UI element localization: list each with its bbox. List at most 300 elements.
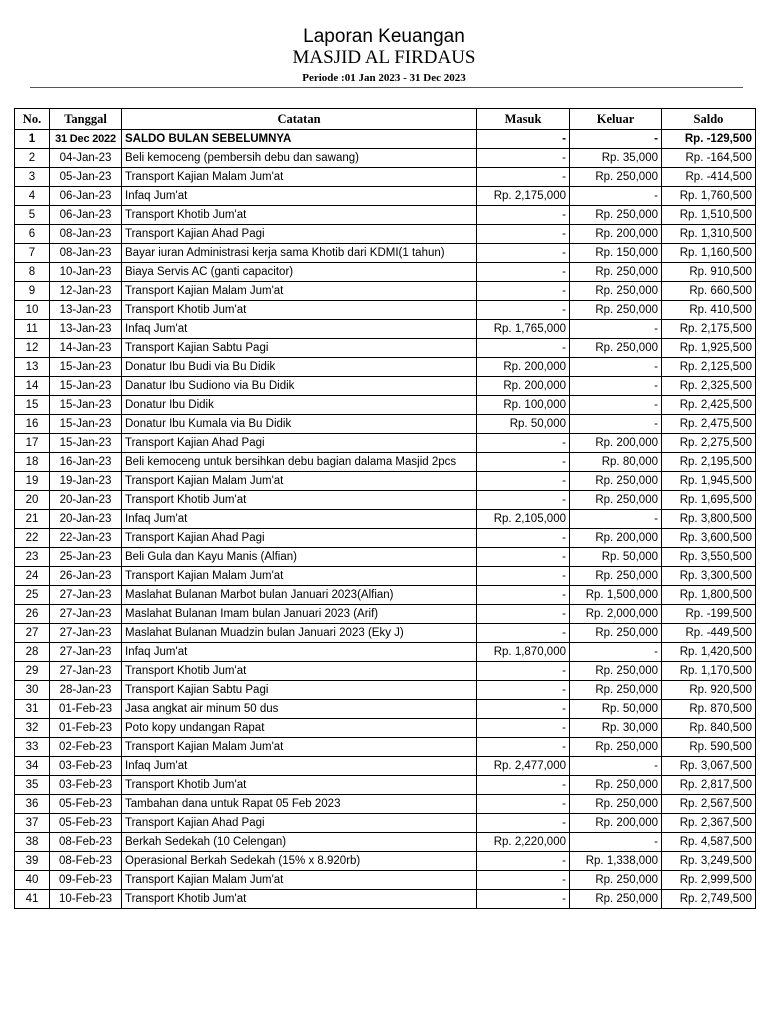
table-row — [15, 548, 756, 567]
table-row — [15, 206, 756, 225]
row-number: 17 — [15, 434, 50, 453]
row-balance: Rp. 1,160,500 — [662, 244, 756, 263]
row-balance: Rp. 2,175,500 — [662, 320, 756, 339]
row-income: - — [477, 263, 570, 282]
row-balance: Rp. 3,800,500 — [662, 510, 756, 529]
row-note: Donatur Ibu Kumala via Bu Didik — [122, 415, 477, 434]
row-balance: Rp. 4,587,500 — [662, 833, 756, 852]
row-income: Rp. 2,220,000 — [477, 833, 570, 852]
row-note: Transport Kajian Sabtu Pagi — [122, 681, 477, 700]
row-income: Rp. 2,105,000 — [477, 510, 570, 529]
row-date: 20-Jan-23 — [50, 491, 122, 510]
row-date: 04-Jan-23 — [50, 149, 122, 168]
row-balance: Rp. 1,510,500 — [662, 206, 756, 225]
row-expense: Rp. 250,000 — [570, 472, 662, 491]
row-income: - — [477, 814, 570, 833]
row-note: Berkah Sedekah (10 Celengan) — [122, 833, 477, 852]
row-balance: Rp. 2,817,500 — [662, 776, 756, 795]
row-note: Transport Kajian Malam Jum'at — [122, 567, 477, 586]
row-income: - — [477, 776, 570, 795]
row-number: 33 — [15, 738, 50, 757]
row-date: 15-Jan-23 — [50, 396, 122, 415]
row-income: - — [477, 130, 570, 149]
row-expense: Rp. 250,000 — [570, 681, 662, 700]
table-row — [15, 225, 756, 244]
table-row — [15, 567, 756, 586]
table-row — [15, 814, 756, 833]
row-balance: Rp. 2,195,500 — [662, 453, 756, 472]
row-date: 20-Jan-23 — [50, 510, 122, 529]
table-row — [15, 187, 756, 206]
row-income: Rp. 200,000 — [477, 358, 570, 377]
row-expense: - — [570, 415, 662, 434]
row-balance: Rp. 3,067,500 — [662, 757, 756, 776]
row-number: 27 — [15, 624, 50, 643]
row-balance: Rp. 1,310,500 — [662, 225, 756, 244]
row-income: - — [477, 890, 570, 909]
table-row — [15, 149, 756, 168]
row-balance: Rp. 910,500 — [662, 263, 756, 282]
row-number: 23 — [15, 548, 50, 567]
row-balance: Rp. 870,500 — [662, 700, 756, 719]
row-date: 15-Jan-23 — [50, 434, 122, 453]
table-row — [15, 624, 756, 643]
table-row — [15, 168, 756, 187]
row-date: 27-Jan-23 — [50, 662, 122, 681]
table-row — [15, 491, 756, 510]
table-row — [15, 244, 756, 263]
row-date: 31 Dec 2022 — [50, 130, 122, 149]
row-balance: Rp. -164,500 — [662, 149, 756, 168]
row-income: - — [477, 738, 570, 757]
row-number: 31 — [15, 700, 50, 719]
row-expense: Rp. 250,000 — [570, 776, 662, 795]
row-income: - — [477, 795, 570, 814]
row-income: - — [477, 282, 570, 301]
row-balance: Rp. 1,170,500 — [662, 662, 756, 681]
row-balance: Rp. 1,420,500 — [662, 643, 756, 662]
row-date: 28-Jan-23 — [50, 681, 122, 700]
row-income: - — [477, 301, 570, 320]
row-number: 1 — [15, 130, 50, 149]
row-number: 22 — [15, 529, 50, 548]
row-note: Infaq Jum'at — [122, 643, 477, 662]
row-date: 09-Feb-23 — [50, 871, 122, 890]
row-income: - — [477, 149, 570, 168]
row-expense: Rp. 30,000 — [570, 719, 662, 738]
row-balance: Rp. -414,500 — [662, 168, 756, 187]
row-income: - — [477, 453, 570, 472]
row-balance: Rp. 3,249,500 — [662, 852, 756, 871]
row-income: - — [477, 624, 570, 643]
row-income: - — [477, 871, 570, 890]
row-note: Transport Kajian Ahad Pagi — [122, 434, 477, 453]
header-divider — [30, 87, 743, 88]
row-balance: Rp. 1,760,500 — [662, 187, 756, 206]
row-income: - — [477, 529, 570, 548]
row-income: - — [477, 225, 570, 244]
row-balance: Rp. 3,550,500 — [662, 548, 756, 567]
row-note: Transport Khotib Jum'at — [122, 301, 477, 320]
column-header-date: Tanggal — [50, 109, 122, 130]
table-row — [15, 871, 756, 890]
table-row — [15, 776, 756, 795]
row-expense: - — [570, 320, 662, 339]
row-expense: Rp. 50,000 — [570, 700, 662, 719]
row-income: - — [477, 548, 570, 567]
table-row — [15, 738, 756, 757]
table-row — [15, 301, 756, 320]
row-expense: Rp. 1,500,000 — [570, 586, 662, 605]
row-date: 05-Feb-23 — [50, 795, 122, 814]
row-expense: Rp. 50,000 — [570, 548, 662, 567]
ledger-body — [15, 130, 756, 909]
row-expense: Rp. 35,000 — [570, 149, 662, 168]
table-row — [15, 339, 756, 358]
row-note: Bayar iuran Administrasi kerja sama Khotib dari KDMI(1 tahun) — [122, 244, 477, 263]
row-date: 27-Jan-23 — [50, 643, 122, 662]
row-income: - — [477, 434, 570, 453]
row-number: 10 — [15, 301, 50, 320]
row-expense: - — [570, 757, 662, 776]
table-row — [15, 890, 756, 909]
table-row — [15, 510, 756, 529]
row-balance: Rp. 2,999,500 — [662, 871, 756, 890]
table-row — [15, 833, 756, 852]
column-header-note: Catatan — [122, 109, 477, 130]
row-balance: Rp. -199,500 — [662, 605, 756, 624]
row-note: Beli kemoceng untuk bersihkan debu bagian dalama Masjid 2pcs — [122, 453, 477, 472]
row-number: 9 — [15, 282, 50, 301]
row-income: - — [477, 206, 570, 225]
row-balance: Rp. 1,945,500 — [662, 472, 756, 491]
row-number: 28 — [15, 643, 50, 662]
table-row — [15, 643, 756, 662]
row-note: Transport Kajian Ahad Pagi — [122, 814, 477, 833]
row-note: Beli Gula dan Kayu Manis (Alfian) — [122, 548, 477, 567]
row-expense: Rp. 80,000 — [570, 453, 662, 472]
row-date: 08-Jan-23 — [50, 244, 122, 263]
table-row — [15, 700, 756, 719]
row-income: Rp. 2,477,000 — [477, 757, 570, 776]
row-balance: Rp. 660,500 — [662, 282, 756, 301]
row-number: 4 — [15, 187, 50, 206]
row-number: 11 — [15, 320, 50, 339]
row-number: 19 — [15, 472, 50, 491]
row-note: Transport Khotib Jum'at — [122, 890, 477, 909]
row-number: 13 — [15, 358, 50, 377]
table-row — [15, 472, 756, 491]
table-row — [15, 358, 756, 377]
row-balance: Rp. 1,925,500 — [662, 339, 756, 358]
row-date: 03-Feb-23 — [50, 776, 122, 795]
table-row — [15, 662, 756, 681]
row-note: Infaq Jum'at — [122, 510, 477, 529]
report-title: Laporan Keuangan — [303, 26, 465, 47]
row-balance: Rp. 2,325,500 — [662, 377, 756, 396]
row-expense: - — [570, 130, 662, 149]
row-date: 13-Jan-23 — [50, 301, 122, 320]
row-expense: Rp. 150,000 — [570, 244, 662, 263]
row-number: 39 — [15, 852, 50, 871]
table-row — [15, 396, 756, 415]
row-expense: Rp. 250,000 — [570, 567, 662, 586]
row-note: Operasional Berkah Sedekah (15% x 8.920rb) — [122, 852, 477, 871]
table-row — [15, 719, 756, 738]
row-date: 08-Feb-23 — [50, 833, 122, 852]
row-expense: Rp. 200,000 — [570, 814, 662, 833]
row-income: - — [477, 567, 570, 586]
row-number: 2 — [15, 149, 50, 168]
row-date: 13-Jan-23 — [50, 320, 122, 339]
row-note: Transport Khotib Jum'at — [122, 206, 477, 225]
row-number: 30 — [15, 681, 50, 700]
row-date: 15-Jan-23 — [50, 415, 122, 434]
row-note: Infaq Jum'at — [122, 757, 477, 776]
row-balance: Rp. 590,500 — [662, 738, 756, 757]
table-row — [15, 434, 756, 453]
row-date: 06-Jan-23 — [50, 206, 122, 225]
row-balance: Rp. 2,275,500 — [662, 434, 756, 453]
row-income: - — [477, 472, 570, 491]
report-period: Periode :01 Jan 2023 - 31 Dec 2023 — [302, 72, 466, 84]
row-date: 12-Jan-23 — [50, 282, 122, 301]
table-row — [15, 757, 756, 776]
row-income: - — [477, 700, 570, 719]
row-number: 25 — [15, 586, 50, 605]
row-income: - — [477, 339, 570, 358]
row-note: Transport Kajian Malam Jum'at — [122, 472, 477, 491]
table-row — [15, 453, 756, 472]
row-note: Transport Kajian Malam Jum'at — [122, 738, 477, 757]
row-note: Transport Kajian Malam Jum'at — [122, 168, 477, 187]
row-number: 24 — [15, 567, 50, 586]
row-number: 14 — [15, 377, 50, 396]
row-expense: Rp. 1,338,000 — [570, 852, 662, 871]
row-note: Jasa angkat air minum 50 dus — [122, 700, 477, 719]
row-note: Poto kopy undangan Rapat — [122, 719, 477, 738]
table-row — [15, 529, 756, 548]
row-number: 16 — [15, 415, 50, 434]
row-income: - — [477, 586, 570, 605]
row-note: Transport Khotib Jum'at — [122, 776, 477, 795]
row-expense: Rp. 200,000 — [570, 434, 662, 453]
column-header-out: Keluar — [570, 109, 662, 130]
ledger-header-row — [15, 109, 756, 130]
table-row — [15, 681, 756, 700]
row-date: 27-Jan-23 — [50, 586, 122, 605]
row-income: Rp. 1,765,000 — [477, 320, 570, 339]
row-balance: Rp. -449,500 — [662, 624, 756, 643]
row-expense: - — [570, 833, 662, 852]
row-expense: - — [570, 396, 662, 415]
row-expense: Rp. 250,000 — [570, 282, 662, 301]
row-balance: Rp. 840,500 — [662, 719, 756, 738]
row-date: 10-Jan-23 — [50, 263, 122, 282]
row-balance: Rp. 3,600,500 — [662, 529, 756, 548]
row-expense: Rp. 250,000 — [570, 491, 662, 510]
row-number: 35 — [15, 776, 50, 795]
row-date: 02-Feb-23 — [50, 738, 122, 757]
row-expense: Rp. 250,000 — [570, 662, 662, 681]
row-date: 01-Feb-23 — [50, 719, 122, 738]
row-income: - — [477, 244, 570, 263]
row-note: Donatur Ibu Didik — [122, 396, 477, 415]
row-note: Transport Kajian Ahad Pagi — [122, 225, 477, 244]
row-number: 32 — [15, 719, 50, 738]
row-note: Transport Khotib Jum'at — [122, 662, 477, 681]
row-income: - — [477, 605, 570, 624]
row-balance: Rp. 3,300,500 — [662, 567, 756, 586]
row-number: 15 — [15, 396, 50, 415]
row-note: Biaya Servis AC (ganti capacitor) — [122, 263, 477, 282]
table-row — [15, 377, 756, 396]
row-note: Maslahat Bulanan Muadzin bulan Januari 2023 (Eky J) — [122, 624, 477, 643]
row-income: - — [477, 852, 570, 871]
table-row — [15, 415, 756, 434]
row-expense: Rp. 200,000 — [570, 529, 662, 548]
row-expense: Rp. 250,000 — [570, 871, 662, 890]
row-income: - — [477, 662, 570, 681]
column-header-in: Masuk — [477, 109, 570, 130]
row-income: - — [477, 719, 570, 738]
row-balance: Rp. 920,500 — [662, 681, 756, 700]
column-header-balance: Saldo — [662, 109, 756, 130]
row-number: 20 — [15, 491, 50, 510]
row-note: Transport Khotib Jum'at — [122, 491, 477, 510]
row-number: 18 — [15, 453, 50, 472]
row-expense: Rp. 250,000 — [570, 263, 662, 282]
row-income: - — [477, 681, 570, 700]
row-balance: Rp. 1,800,500 — [662, 586, 756, 605]
row-note: Donatur Ibu Budi via Bu Didik — [122, 358, 477, 377]
row-expense: Rp. 250,000 — [570, 301, 662, 320]
table-row — [15, 320, 756, 339]
row-date: 25-Jan-23 — [50, 548, 122, 567]
column-header-no: No. — [15, 109, 50, 130]
row-date: 06-Jan-23 — [50, 187, 122, 206]
row-note: Tambahan dana untuk Rapat 05 Feb 2023 — [122, 795, 477, 814]
row-balance: Rp. 2,475,500 — [662, 415, 756, 434]
row-balance: Rp. 2,749,500 — [662, 890, 756, 909]
row-note: Infaq Jum'at — [122, 320, 477, 339]
row-income: Rp. 50,000 — [477, 415, 570, 434]
row-balance: Rp. 2,367,500 — [662, 814, 756, 833]
row-date: 15-Jan-23 — [50, 358, 122, 377]
row-date: 08-Jan-23 — [50, 225, 122, 244]
row-number: 26 — [15, 605, 50, 624]
row-expense: - — [570, 510, 662, 529]
row-date: 16-Jan-23 — [50, 453, 122, 472]
row-expense: - — [570, 358, 662, 377]
row-date: 01-Feb-23 — [50, 700, 122, 719]
row-income: Rp. 1,870,000 — [477, 643, 570, 662]
row-income: Rp. 100,000 — [477, 396, 570, 415]
row-date: 27-Jan-23 — [50, 605, 122, 624]
row-expense: Rp. 250,000 — [570, 890, 662, 909]
row-number: 38 — [15, 833, 50, 852]
row-expense: Rp. 250,000 — [570, 339, 662, 358]
table-row — [15, 130, 756, 149]
row-balance: Rp. 1,695,500 — [662, 491, 756, 510]
row-note: Infaq Jum'at — [122, 187, 477, 206]
row-note: SALDO BULAN SEBELUMNYA — [122, 130, 477, 149]
row-date: 08-Feb-23 — [50, 852, 122, 871]
row-note: Beli kemoceng (pembersih debu dan sawang) — [122, 149, 477, 168]
row-note: Transport Kajian Sabtu Pagi — [122, 339, 477, 358]
row-note: Transport Kajian Ahad Pagi — [122, 529, 477, 548]
row-number: 7 — [15, 244, 50, 263]
row-number: 29 — [15, 662, 50, 681]
row-expense: Rp. 200,000 — [570, 225, 662, 244]
row-date: 26-Jan-23 — [50, 567, 122, 586]
row-number: 41 — [15, 890, 50, 909]
row-balance: Rp. 2,567,500 — [662, 795, 756, 814]
row-number: 40 — [15, 871, 50, 890]
row-expense: - — [570, 187, 662, 206]
organization-name: MASJID AL FIRDAUS — [292, 47, 476, 68]
table-row — [15, 852, 756, 871]
row-expense: Rp. 250,000 — [570, 206, 662, 225]
row-note: Transport Kajian Malam Jum'at — [122, 282, 477, 301]
row-note: Danatur Ibu Sudiono via Bu Didik — [122, 377, 477, 396]
row-note: Transport Kajian Malam Jum'at — [122, 871, 477, 890]
row-date: 10-Feb-23 — [50, 890, 122, 909]
table-row — [15, 282, 756, 301]
row-expense: Rp. 250,000 — [570, 738, 662, 757]
row-date: 05-Feb-23 — [50, 814, 122, 833]
row-date: 27-Jan-23 — [50, 624, 122, 643]
row-income: - — [477, 491, 570, 510]
row-date: 19-Jan-23 — [50, 472, 122, 491]
row-note: Maslahat Bulanan Marbot bulan Januari 2023(Alfian) — [122, 586, 477, 605]
table-row — [15, 263, 756, 282]
table-row — [15, 795, 756, 814]
row-number: 37 — [15, 814, 50, 833]
row-number: 3 — [15, 168, 50, 187]
row-expense: Rp. 250,000 — [570, 168, 662, 187]
row-income: - — [477, 168, 570, 187]
row-number: 12 — [15, 339, 50, 358]
row-note: Maslahat Bulanan Imam bulan Januari 2023 (Arif) — [122, 605, 477, 624]
row-expense: Rp. 2,000,000 — [570, 605, 662, 624]
row-date: 14-Jan-23 — [50, 339, 122, 358]
ledger-table — [14, 108, 756, 909]
row-income: Rp. 200,000 — [477, 377, 570, 396]
row-expense: Rp. 250,000 — [570, 624, 662, 643]
row-balance: Rp. 2,425,500 — [662, 396, 756, 415]
row-date: 22-Jan-23 — [50, 529, 122, 548]
row-date: 15-Jan-23 — [50, 377, 122, 396]
row-date: 05-Jan-23 — [50, 168, 122, 187]
table-row — [15, 586, 756, 605]
row-balance: Rp. -129,500 — [662, 130, 756, 149]
table-row — [15, 605, 756, 624]
row-number: 34 — [15, 757, 50, 776]
row-number: 5 — [15, 206, 50, 225]
row-expense: Rp. 250,000 — [570, 795, 662, 814]
row-expense: - — [570, 643, 662, 662]
row-income: Rp. 2,175,000 — [477, 187, 570, 206]
row-expense: - — [570, 377, 662, 396]
row-number: 36 — [15, 795, 50, 814]
row-balance: Rp. 2,125,500 — [662, 358, 756, 377]
row-number: 21 — [15, 510, 50, 529]
row-date: 03-Feb-23 — [50, 757, 122, 776]
row-number: 8 — [15, 263, 50, 282]
row-balance: Rp. 410,500 — [662, 301, 756, 320]
row-number: 6 — [15, 225, 50, 244]
